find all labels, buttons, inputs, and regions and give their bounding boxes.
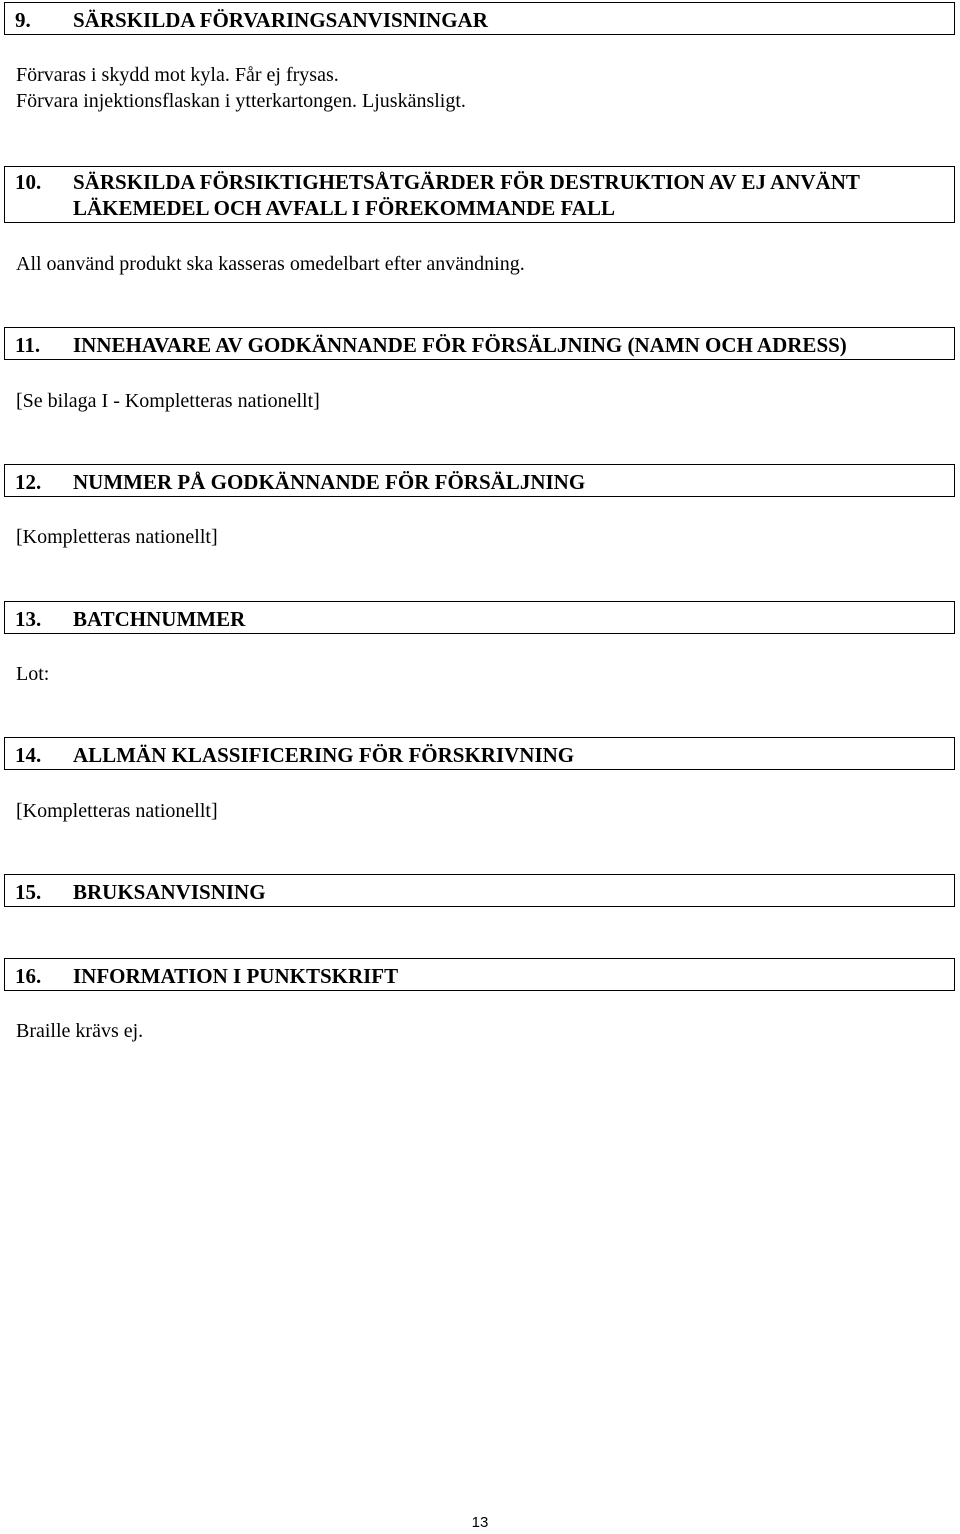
section-title: NUMMER PÅ GODKÄNNANDE FÖR FÖRSÄLJNING	[73, 470, 586, 494]
section-15-header	[4, 874, 955, 907]
body-text: Förvaras i skydd mot kyla. Får ej frysas.	[16, 64, 339, 86]
body-text: [Kompletteras nationellt]	[16, 526, 218, 548]
section-9-header	[4, 2, 955, 35]
section-number: 16.	[15, 964, 42, 988]
section-title: SÄRSKILDA FÖRSIKTIGHETSÅTGÄRDER FÖR DESTRUKTION AV EJ ANVÄNT LÄKEMEDEL OCH AVFALL I FÖREKOMMANDE FALL	[73, 170, 860, 220]
body-text: Lot:	[16, 663, 50, 685]
section-number: 9.	[15, 8, 31, 32]
body-text: All oanvänd produkt ska kasseras omedelbart efter användning.	[16, 253, 525, 275]
page-number: 13	[471, 1514, 489, 1531]
body-text: [Kompletteras nationellt]	[16, 800, 218, 822]
section-title: INFORMATION I PUNKTSKRIFT	[73, 964, 399, 988]
section-title: BATCHNUMMER	[73, 607, 246, 631]
body-text: [Se bilaga I - Kompletteras nationellt]	[16, 390, 320, 412]
section-title: SÄRSKILDA FÖRVARINGSANVISNINGAR	[73, 8, 488, 32]
section-number: 10.	[15, 170, 42, 194]
section-number: 12.	[15, 470, 42, 494]
section-title: BRUKSANVISNING	[73, 880, 266, 904]
section-11-header	[4, 327, 955, 360]
section-16-header	[4, 958, 955, 991]
body-text: Braille krävs ej.	[16, 1020, 144, 1042]
section-title: ALLMÄN KLASSIFICERING FÖR FÖRSKRIVNING	[73, 743, 575, 767]
section-14-header	[4, 737, 955, 770]
section-13-header	[4, 601, 955, 634]
section-number: 11.	[15, 333, 41, 357]
section-10-header	[4, 166, 955, 223]
section-title: INNEHAVARE AV GODKÄNNANDE FÖR FÖRSÄLJNING (NAMN OCH ADRESS)	[73, 333, 847, 357]
section-number: 14.	[15, 743, 42, 767]
section-number: 15.	[15, 880, 42, 904]
section-12-header	[4, 464, 955, 497]
body-text: Förvara injektionsflaskan i ytterkartongen. Ljuskänsligt.	[16, 90, 466, 112]
section-number: 13.	[15, 607, 42, 631]
